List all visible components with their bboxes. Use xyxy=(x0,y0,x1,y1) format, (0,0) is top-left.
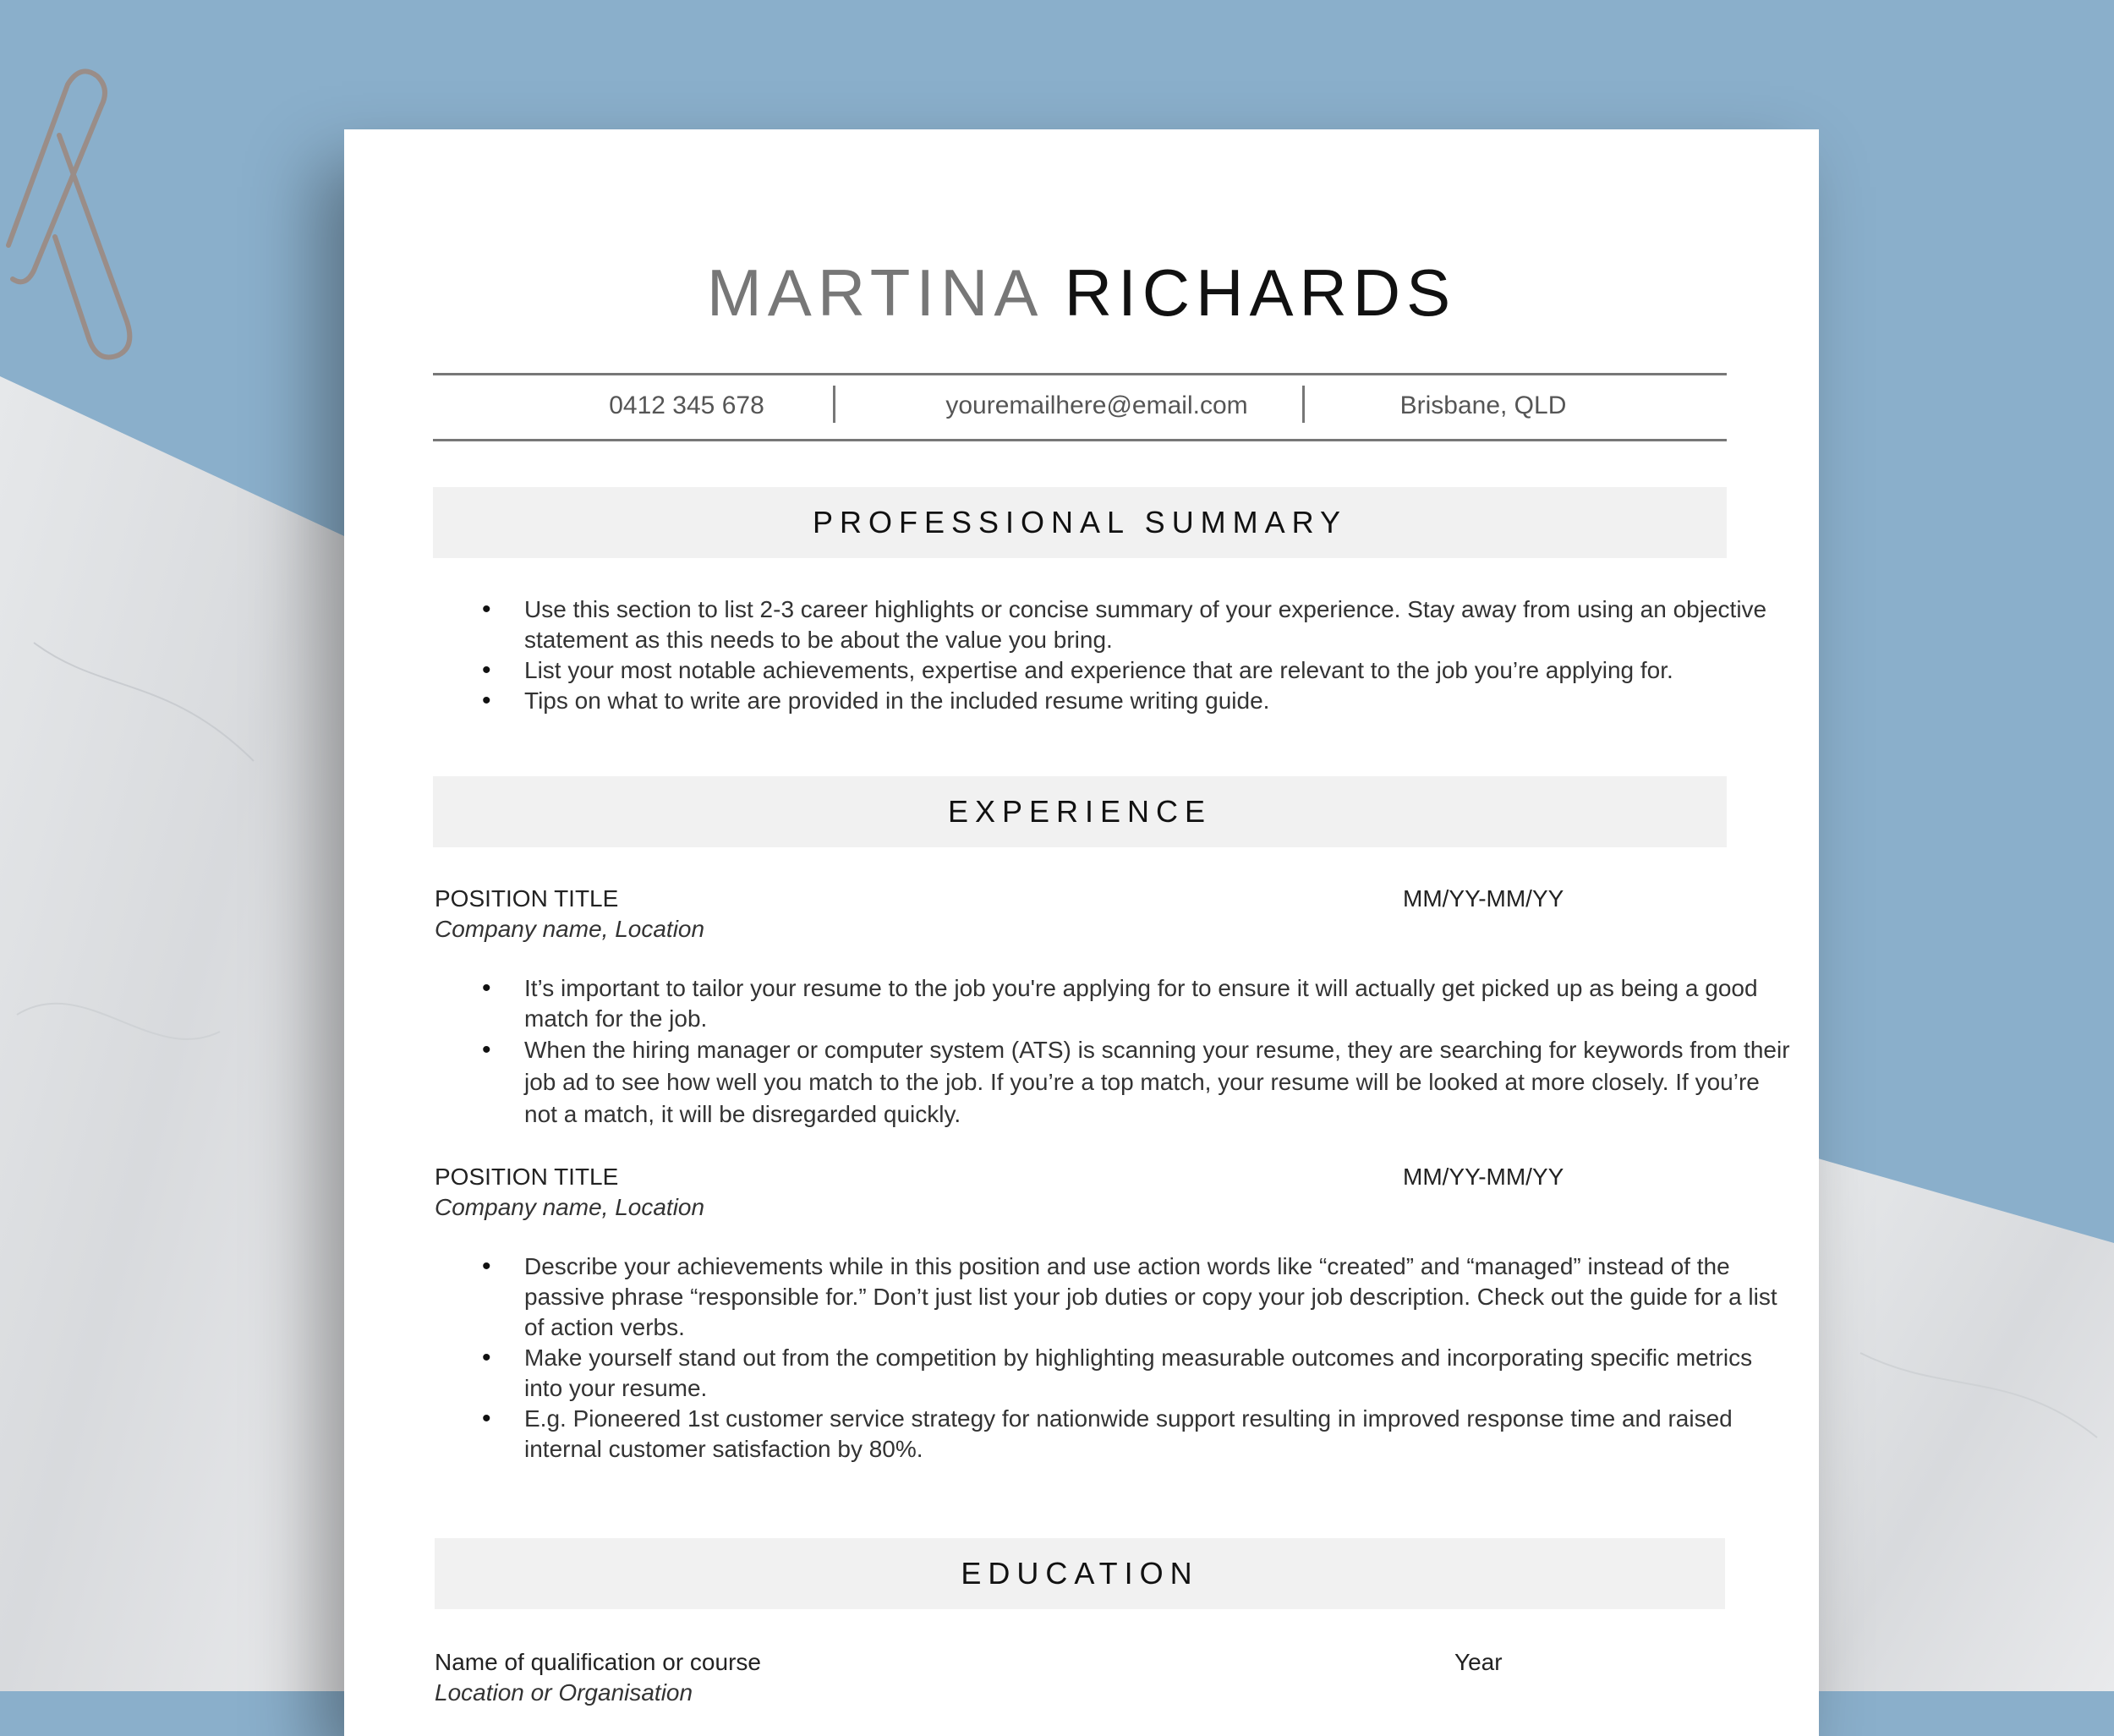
list-item: • List your most notable achievements, expertise and experience that are relevant to the job you’re applying for. xyxy=(524,655,1793,686)
resume-page xyxy=(344,129,1819,1736)
summary-list xyxy=(524,594,1793,716)
list-item: • Use this section to list 2-3 career highlights or concise summary of your experience. Stay away from using an objective statement as this needs to be about the value you bring. xyxy=(524,594,1793,655)
experience-heading xyxy=(433,776,1727,847)
list-item: • It’s important to tailor your resume to the job you're applying for to ensure it will actually get picked up as being a good match for the job. xyxy=(524,973,1793,1034)
education-title: EDUCATION xyxy=(961,1556,1199,1591)
list-item: • Describe your achievements while in this position and use action words like “created” and “managed” instead of the passive phrase “responsible for.” Don’t just list your job duties or copy your job description. Check out the guide for a list of action verbs. xyxy=(524,1251,1793,1343)
phone: 0412 345 678 xyxy=(609,392,764,419)
position-title: POSITION TITLE xyxy=(435,1164,619,1190)
education-heading xyxy=(435,1538,1725,1609)
location: Brisbane, QLD xyxy=(1399,392,1567,419)
paperclip-icon xyxy=(0,68,186,423)
experience-title: EXPERIENCE xyxy=(947,794,1213,829)
job-bullets xyxy=(524,1251,1793,1465)
position-title: POSITION TITLE xyxy=(435,885,619,912)
company-location: Company name, Location xyxy=(435,1194,705,1220)
education-location: Location or Organisation xyxy=(435,1679,693,1706)
first-name: MARTINA xyxy=(706,255,1041,330)
qualification-name: Name of qualification or course xyxy=(435,1649,761,1675)
last-name: RICHARDS xyxy=(1064,255,1457,330)
summary-heading xyxy=(433,487,1727,558)
position-dates: MM/YY-MM/YY xyxy=(1403,1164,1564,1190)
full-name xyxy=(344,255,1819,331)
job-bullets xyxy=(524,973,1793,1131)
list-item: • When the hiring manager or computer system (ATS) is scanning your resume, they are searching for keywords from their job ad to see how well you match to the job. If you’re a top match, your resume will be looked at more closely. If you’re not a match, it will be disregarded quickly. xyxy=(524,1034,1793,1131)
list-item: • Make yourself stand out from the competition by highlighting measurable outcomes and incorporating specific metrics into your resume. xyxy=(524,1343,1793,1404)
email: youremailhere@email.com xyxy=(945,392,1248,419)
contact-bottom-rule xyxy=(433,439,1727,441)
contact-separator xyxy=(833,386,835,423)
contact-separator xyxy=(1302,386,1305,423)
list-item: • E.g. Pioneered 1st customer service strategy for nationwide support resulting in improved response time and raised internal customer satisfaction by 80%. xyxy=(524,1404,1793,1465)
position-dates: MM/YY-MM/YY xyxy=(1403,885,1564,912)
list-item: • Tips on what to write are provided in the included resume writing guide. xyxy=(524,686,1793,716)
summary-title: PROFESSIONAL SUMMARY xyxy=(812,505,1348,539)
company-location: Company name, Location xyxy=(435,916,705,942)
education-year: Year xyxy=(1454,1649,1503,1675)
contact-top-rule xyxy=(433,373,1727,375)
